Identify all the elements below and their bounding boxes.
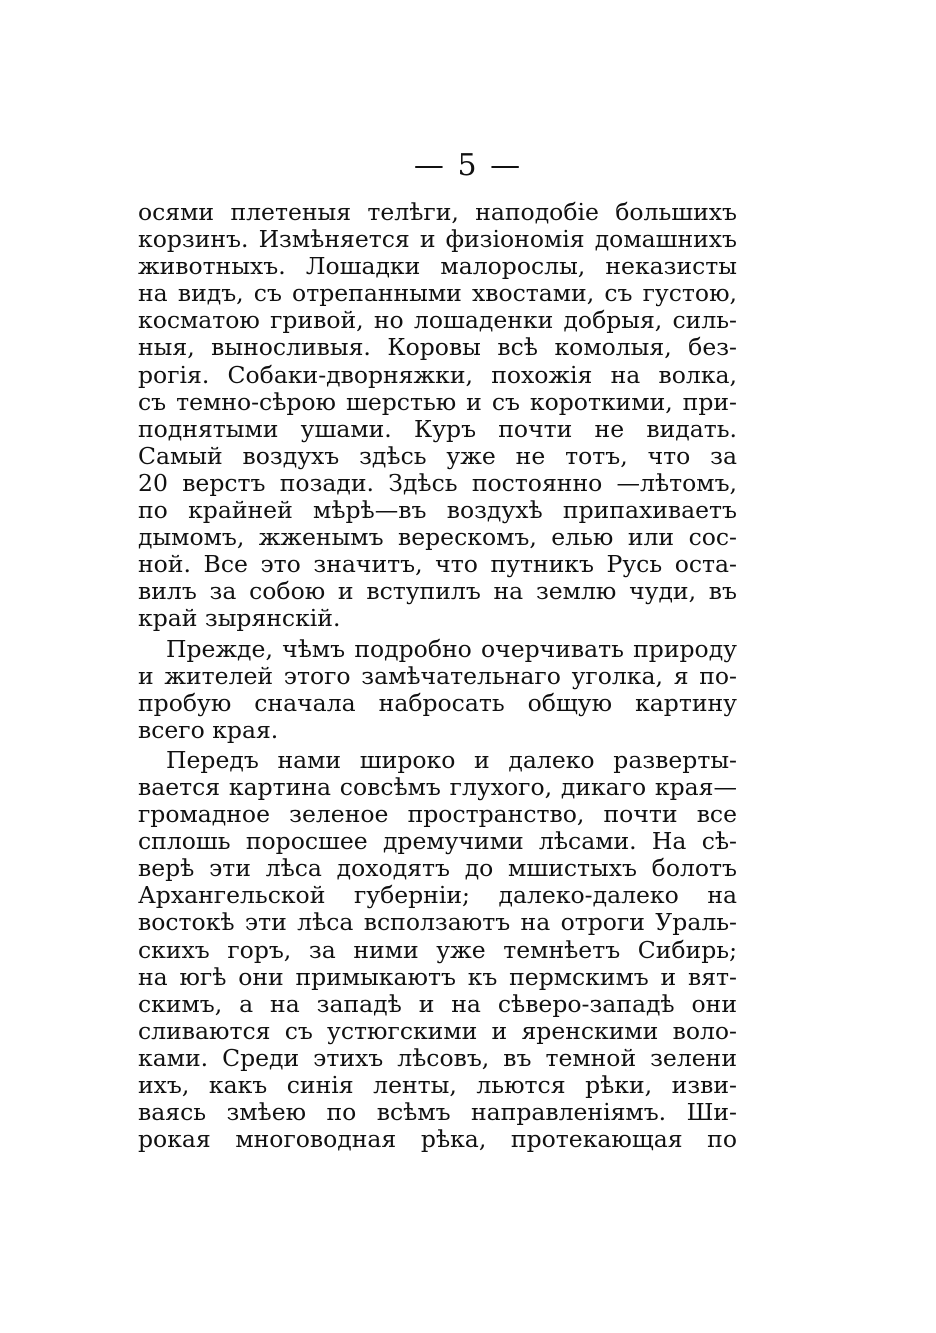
text-line: Передъ нами широко и далеко разверты-	[166, 745, 737, 774]
text-line: востокѣ эти лѣса всползаютъ на отроги Ураль-	[138, 908, 737, 937]
text-line: на югѣ они примыкаютъ къ пермскимъ и вят-	[138, 962, 737, 991]
text-line: верѣ эти лѣса доходятъ до мшистыхъ болотъ	[138, 854, 737, 883]
text-line: по крайней мѣрѣ—въ воздухѣ припахиваетъ	[138, 496, 737, 525]
paragraph-1	[138, 199, 737, 633]
text-line: на видъ, съ отрепанными хвостами, съ густою,	[138, 279, 737, 308]
text-line: вилъ за собою и вступилъ на землю чуди, въ	[138, 577, 737, 606]
text-line: 20 верстъ позади. Здѣсь постоянно —лѣтомъ,	[138, 468, 737, 497]
paragraph-2	[138, 636, 737, 744]
text-line: съ темно-сѣрою шерстью и съ короткими, при-	[138, 387, 737, 416]
text-line: всего края.	[138, 715, 279, 744]
text-line: осями плетеныя телѣги, наподобіе большихъ	[138, 198, 737, 226]
text-line: край зырянскій.	[138, 604, 341, 633]
text-line: ваясь змѣею по всѣмъ направленіямъ. Ши-	[138, 1098, 737, 1127]
text-line: поднятыми ушами. Куръ почти не видать.	[138, 414, 737, 443]
text-line: корзинъ. Измѣняется и физіономія домашнихъ	[138, 225, 737, 254]
text-line: и жителей этого замѣчательнаго уголка, я по-	[138, 661, 737, 690]
text-line: сливаются съ устюгскими и яренскими воло-	[138, 1016, 737, 1045]
page-number: — 5 —	[413, 148, 523, 183]
text-line: скихъ горъ, за ними уже темнѣетъ Сибирь;	[138, 935, 737, 964]
text-line: ныя, выносливыя. Коровы всѣ комолыя, без-	[138, 333, 737, 362]
text-line: ной. Все это значитъ, что путникъ Русь оста-	[138, 550, 737, 579]
text-line: Самый воздухъ здѣсь уже не тотъ, что за	[138, 441, 737, 470]
text-line: Прежде, чѣмъ подробно очерчивать природу	[166, 634, 737, 663]
text-line: сплошь поросшее дремучими лѣсами. На сѣ-	[138, 827, 737, 856]
text-line: косматою гривой, но лошаденки добрыя, силь-	[138, 306, 737, 335]
text-line: животныхъ. Лошадки малорослы, неказисты	[138, 252, 737, 281]
text-line: пробую сначала набросать общую картину	[138, 688, 737, 717]
text-line: Архангельской губерніи; далеко-далеко на	[138, 881, 737, 910]
text-line: дымомъ, жженымъ верескомъ, елью или сос-	[138, 523, 737, 552]
text-line: вается картина совсѣмъ глухого, дикаго края—	[138, 772, 737, 801]
text-line: рокая многоводная рѣка, протекающая по	[138, 1125, 737, 1154]
text-line: рогія. Собаки-дворняжки, похожія на волка,	[138, 360, 737, 389]
text-line: ками. Среди этихъ лѣсовъ, въ темной зелени	[138, 1043, 737, 1072]
page-body	[138, 199, 737, 1153]
text-line: громадное зеленое пространство, почти все	[138, 800, 737, 829]
paragraph-3	[138, 747, 737, 1153]
text-line: скимъ, а на западѣ и на сѣверо-западѣ они	[138, 989, 737, 1018]
text-line: ихъ, какъ синія ленты, льются рѣки, изви-	[138, 1071, 737, 1099]
